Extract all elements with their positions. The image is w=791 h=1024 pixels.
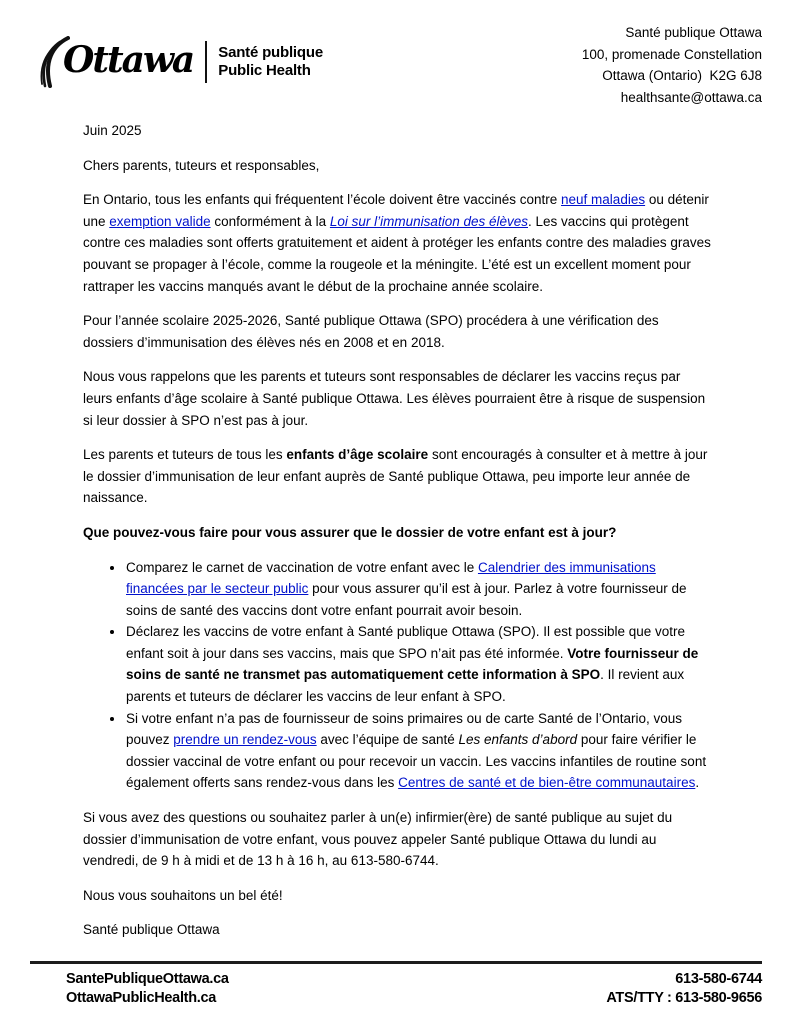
text-segment: enfants d’âge scolaire — [286, 447, 429, 463]
text-segment: En Ontario, tous les enfants qui fréquentent l’école doivent être vaccinés contre — [83, 192, 562, 208]
inline-link[interactable]: exemption valide — [109, 213, 211, 229]
paragraph-contact — [83, 807, 712, 872]
paragraph-verification — [83, 310, 712, 353]
logo-tagline-en: Public Health — [218, 62, 311, 79]
sender-address-block — [582, 22, 762, 108]
date-line: Juin 2025 — [83, 123, 142, 138]
paragraph-intro — [83, 189, 712, 297]
address-line-org: Santé publique Ottawa — [625, 25, 762, 40]
footer-phones — [606, 970, 762, 1008]
text-segment: Déclarez les vaccins de votre enfant à Santé publique Ottawa (SPO). Il est possible que votre enfant soit à jour dans ses vaccins, mais que SPO n’ait pas été informée. — [126, 624, 686, 661]
text-segment: Les enfants d’abord — [458, 732, 578, 748]
signature-line: Santé publique Ottawa — [83, 922, 220, 938]
address-line-email: healthsante@ottawa.ca — [620, 89, 762, 105]
text-segment: pour vous assurer qu’il est à jour. Parlez à votre fournisseur de soins de santé des vaccins dont votre enfant pourrait avoir besoin. — [126, 581, 687, 618]
inline-link[interactable]: prendre un rendez-vous — [173, 732, 317, 748]
paragraph-encouragement — [83, 444, 712, 509]
text-segment: Comparez le carnet de vaccination de votre enfant avec le — [126, 559, 478, 575]
text-segment: . Il revient aux parents et tuteurs de déclarer les vaccins de leur enfant à SPO. — [126, 667, 685, 705]
page-footer — [30, 961, 762, 1008]
farewell-line: Nous vous souhaitons un bel été! — [83, 887, 283, 903]
address-line-street: 100, promenade Constellation — [581, 46, 762, 62]
list-item — [125, 621, 712, 707]
footer-phone: 613-580-6744 — [675, 971, 762, 987]
text-segment: pour faire vérifier le dossier vaccinal de votre enfant ou pour recevoir un vaccin. Les vaccins infantiles de routine sont également offerts sans rendez-vous dans les — [126, 732, 707, 791]
text-segment: Les parents et tuteurs de tous les — [83, 447, 287, 463]
footer-tty: ATS/TTY : 613-580-9656 — [606, 990, 762, 1006]
inline-link[interactable]: Loi sur l’immunisation des élèves — [329, 213, 528, 229]
text-segment: Si votre enfant n’a pas de fournisseur de soins primaires ou de carte Santé de l’Ontario, vous pouvez — [126, 710, 683, 748]
footer-website-fr: SantePubliqueOttawa.ca — [66, 971, 229, 987]
text-segment: Votre fournisseur de soins de santé ne transmet pas automatiquement cette information à SPO — [126, 645, 699, 683]
text-segment: avec l’équipe de santé — [316, 732, 459, 748]
text-segment: . Les vaccins qui protègent contre ces maladies sont offerts gratuitement et aident à protéger les enfants contre des maladies graves pouvant se propager à l’école, comme la rougeole et la méningite. L’été est un excellent moment pour rattraper les vaccins manqués avant le début de la prochaine année scolaire. — [83, 213, 711, 294]
inline-link[interactable]: Centres de santé et de bien-être communautaires — [398, 775, 696, 791]
text-segment: Pour l’année scolaire 2025-2026, Santé publique Ottawa (SPO) procédera à une vérification des dossiers d’immunisation des élèves nés en 2008 et en 2018. — [83, 313, 659, 350]
text-segment: Nous vous rappelons que les parents et tuteurs sont responsables de déclarer les vaccins reçus par leurs enfants d’âge scolaire à Santé publique Ottawa. Les élèves pourraient être à risque de suspension si leur dossier à SPO n’est pas à jour. — [83, 369, 706, 428]
footer-website-en: OttawaPublicHealth.ca — [66, 990, 217, 1006]
question-heading: Que pouvez-vous faire pour vous assurer que le dossier de votre enfant est à jour? — [83, 524, 617, 540]
paragraph-reminder — [83, 366, 712, 431]
text-segment: Si vous avez des questions ou souhaitez parler à un(e) infirmier(ère) de santé publique au sujet du dossier d’immunisation de votre enfant, vous pouvez appeler Santé publique Ottawa du lundi au vendredi, de 9 h à midi et de 13 h à 16 h, au 613-580-6744. — [83, 810, 673, 869]
text-segment: sont encouragés à consulter et à mettre à jour le dossier d’immunisation de leur enfant auprès de Santé publique Ottawa, peu importe leur année de naissance. — [83, 447, 708, 506]
text-segment: . — [695, 775, 700, 791]
ottawa-public-health-logo — [40, 36, 323, 88]
text-segment: ou détenir une — [83, 192, 709, 229]
logo-wordmark: Ottawa — [63, 39, 194, 81]
address-line-city: Ottawa (Ontario) K2G 6J8 — [602, 68, 762, 83]
logo-divider — [205, 41, 207, 83]
action-list — [83, 557, 712, 795]
letterhead — [0, 0, 791, 112]
footer-websites — [30, 970, 229, 1008]
text-segment: conformément à la — [210, 213, 330, 229]
letter-body — [0, 112, 791, 941]
inline-link[interactable]: Calendrier des immunisations financées par le secteur public — [126, 559, 656, 597]
logo-tagline-fr: Santé publique — [218, 44, 323, 61]
salutation: Chers parents, tuteurs et responsables, — [83, 157, 320, 173]
list-item — [125, 557, 712, 622]
inline-link[interactable]: neuf maladies — [561, 192, 646, 208]
logo-taglines — [218, 44, 323, 80]
list-item — [125, 708, 712, 794]
